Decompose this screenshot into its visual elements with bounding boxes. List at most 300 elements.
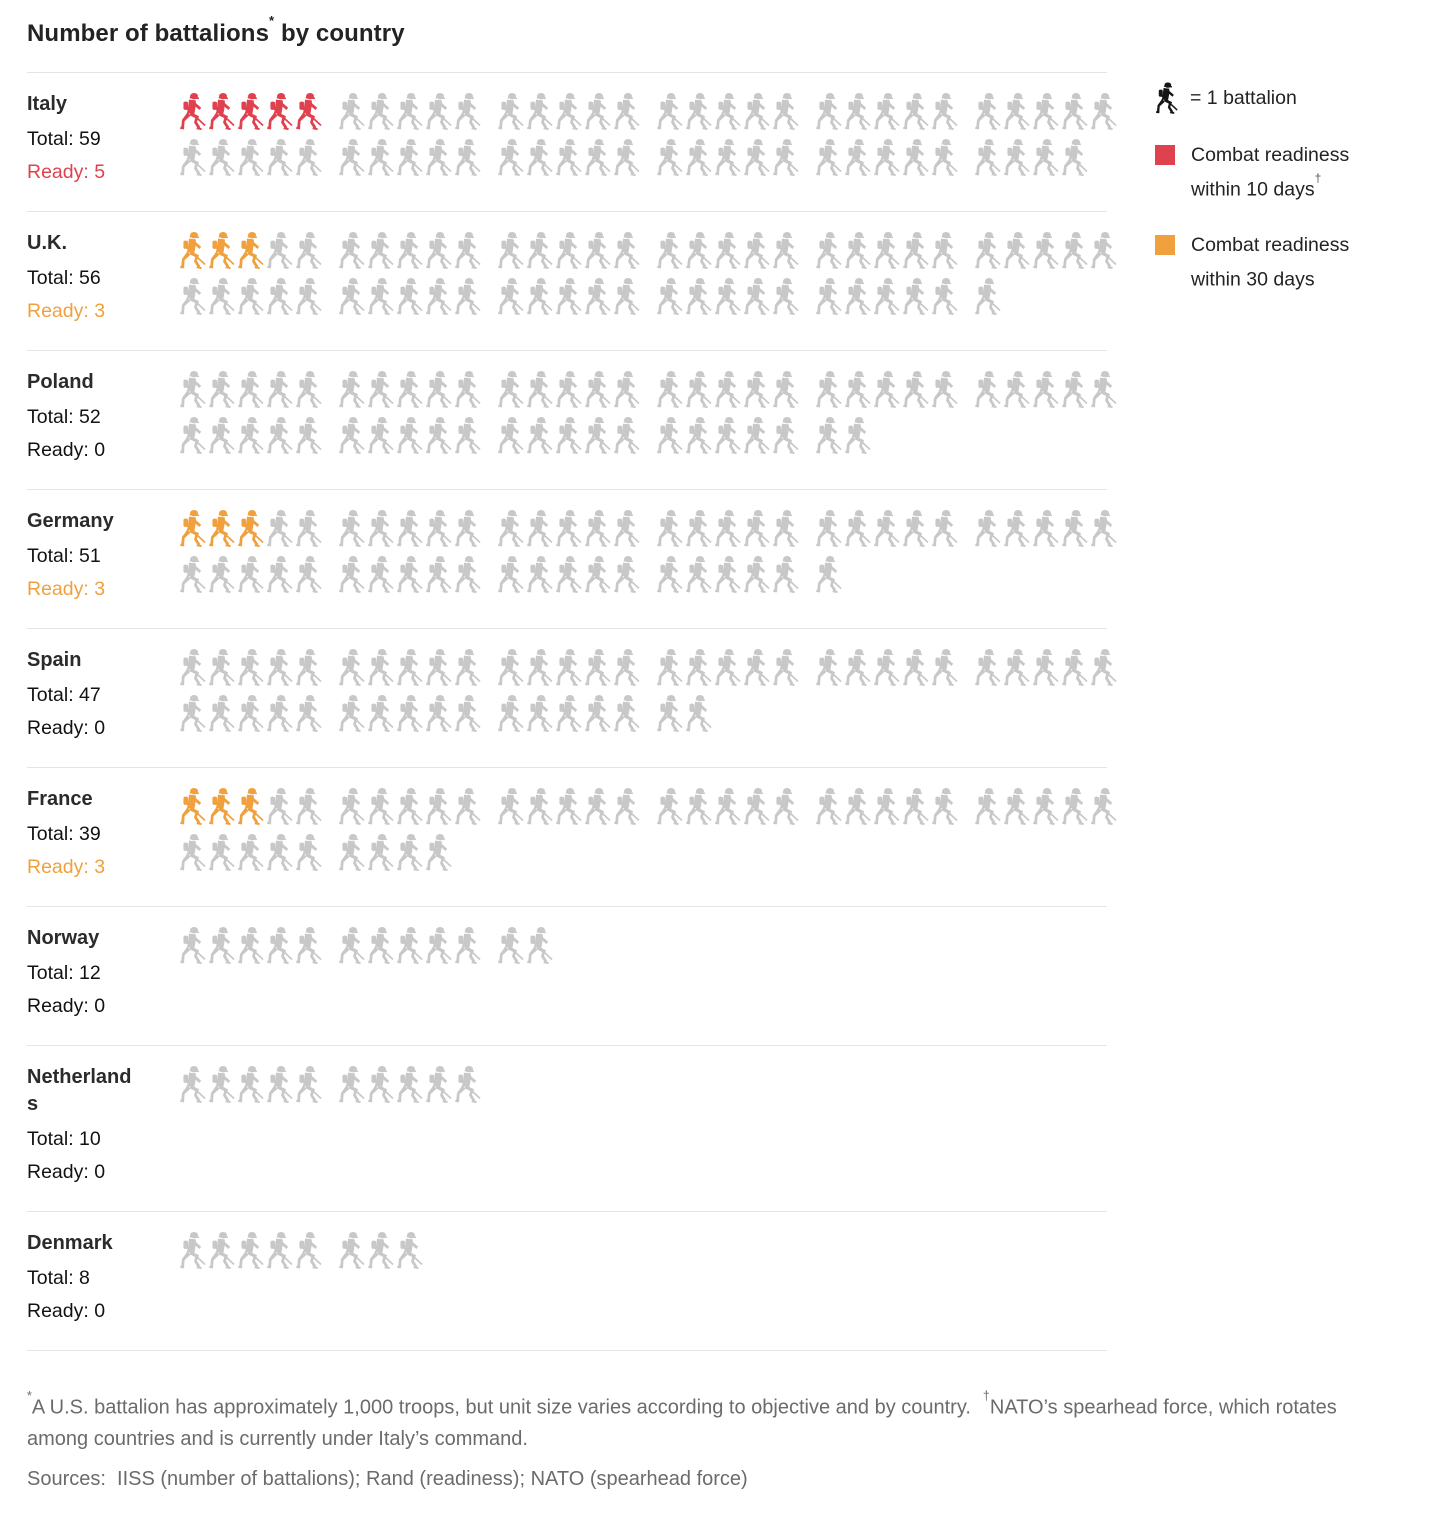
- battalion-icon: [526, 138, 553, 178]
- battalion-icon: [844, 231, 871, 271]
- icon-group: [338, 694, 483, 734]
- icon-group: [497, 92, 642, 132]
- icon-group: [974, 509, 1119, 549]
- battalion-icon: [208, 92, 235, 132]
- battalion-icon: [656, 694, 683, 734]
- battalion-icon: [208, 648, 235, 688]
- battalion-icon: [815, 138, 842, 178]
- battalion-icon: [497, 694, 524, 734]
- battalion-icon: [396, 555, 423, 595]
- icon-group: [338, 1231, 425, 1271]
- battalion-icon: [1090, 509, 1117, 549]
- battalion-icon: [902, 370, 929, 410]
- battalion-icon: [931, 370, 958, 410]
- battalion-icon: [295, 509, 322, 549]
- battalion-icon: [179, 231, 206, 271]
- battalion-icon: [714, 648, 741, 688]
- battalion-icon: [179, 555, 206, 595]
- icon-group: [656, 92, 801, 132]
- battalion-icon: [497, 370, 524, 410]
- battalion-icon: [772, 787, 799, 827]
- icon-group: [338, 926, 483, 966]
- country-total: Total: 59: [27, 128, 101, 150]
- battalion-icon: [396, 1231, 423, 1271]
- battalion-icon: [714, 231, 741, 271]
- battalion-icon: [555, 416, 582, 456]
- battalion-icon: [179, 833, 206, 873]
- battalion-icon: [714, 509, 741, 549]
- icon-group: [974, 370, 1119, 410]
- battalion-icon: [338, 370, 365, 410]
- battalion-icon: [526, 509, 553, 549]
- battalion-icon: [772, 370, 799, 410]
- battalion-icon: [714, 787, 741, 827]
- icon-group: [497, 416, 642, 456]
- battalion-icon: [208, 416, 235, 456]
- battalion-icon: [295, 138, 322, 178]
- battalion-icon: [584, 138, 611, 178]
- battalion-icon: [873, 370, 900, 410]
- country-label: [27, 369, 179, 467]
- battalion-icon: [844, 370, 871, 410]
- battalion-icon: [743, 416, 770, 456]
- battalion-icon: [844, 92, 871, 132]
- battalion-icon: [1061, 231, 1088, 271]
- country-name: Poland: [27, 371, 94, 393]
- battalion-icon: [497, 509, 524, 549]
- battalion-icon: [526, 92, 553, 132]
- battalion-icon: [743, 370, 770, 410]
- battalion-icon: [237, 1231, 264, 1271]
- icon-group: [815, 277, 960, 317]
- soldier-icon: [1155, 82, 1178, 115]
- battalion-icon: [1090, 787, 1117, 827]
- battalion-icon: [844, 138, 871, 178]
- battalion-icon: [902, 787, 929, 827]
- battalion-icon: [208, 277, 235, 317]
- footnote-dagger: †: [982, 1389, 990, 1403]
- battalion-icon: [714, 370, 741, 410]
- battalion-icon: [497, 555, 524, 595]
- battalion-icon: [584, 370, 611, 410]
- icon-group: [815, 370, 960, 410]
- battalion-icon: [237, 555, 264, 595]
- battalion-icon: [931, 277, 958, 317]
- icon-group: [656, 648, 801, 688]
- battalion-icon: [208, 231, 235, 271]
- battalion-icon: [497, 277, 524, 317]
- battalion-icon: [931, 92, 958, 132]
- battalion-icon: [656, 370, 683, 410]
- country-label: [27, 647, 179, 745]
- icon-grid: [179, 925, 1107, 1023]
- battalion-icon: [685, 370, 712, 410]
- battalion-icon: [295, 1065, 322, 1105]
- battalion-icon: [1003, 370, 1030, 410]
- battalion-icon: [237, 509, 264, 549]
- icon-group: [338, 92, 483, 132]
- battalion-icon: [497, 648, 524, 688]
- battalion-icon: [1061, 92, 1088, 132]
- battalion-icon: [338, 416, 365, 456]
- battalion-icon: [1061, 787, 1088, 827]
- battalion-icon: [685, 787, 712, 827]
- battalion-icon: [338, 833, 365, 873]
- battalion-icon: [295, 787, 322, 827]
- battalion-icon: [873, 787, 900, 827]
- battalion-icon: [237, 138, 264, 178]
- battalion-icon: [844, 648, 871, 688]
- battalion-icon: [1090, 648, 1117, 688]
- icon-group: [815, 138, 960, 178]
- country-total: Total: 51: [27, 545, 101, 567]
- battalion-icon: [1003, 138, 1030, 178]
- battalion-icon: [425, 694, 452, 734]
- icon-group: [179, 833, 324, 873]
- icon-group: [179, 555, 324, 595]
- battalion-icon: [526, 231, 553, 271]
- legend-label-10-days: Combat readiness within 10 days†: [1191, 144, 1350, 201]
- battalion-icon: [584, 787, 611, 827]
- battalion-icon: [584, 231, 611, 271]
- battalion-icon: [367, 787, 394, 827]
- battalion-icon: [931, 138, 958, 178]
- battalion-icon: [208, 787, 235, 827]
- country-ready: Ready: 0: [27, 439, 106, 461]
- footnote-asterisk: *: [27, 1389, 32, 1403]
- icon-grid: [179, 1230, 1107, 1328]
- battalion-icon: [367, 138, 394, 178]
- battalion-icon: [1090, 231, 1117, 271]
- battalion-icon: [685, 277, 712, 317]
- footnote-text-spearhead: NATO’s spearhead force, which rotates among countries and is currently under Italy’s command.: [27, 1396, 1337, 1450]
- footer: [27, 1351, 1417, 1491]
- battalion-icon: [844, 787, 871, 827]
- battalion-icon: [454, 231, 481, 271]
- country-ready: Ready: 3: [27, 578, 106, 600]
- battalion-icon: [815, 231, 842, 271]
- battalion-icon: [396, 92, 423, 132]
- battalion-icon: [656, 555, 683, 595]
- icon-group: [656, 138, 801, 178]
- battalion-icon: [772, 277, 799, 317]
- icon-group: [974, 138, 1090, 178]
- battalion-icon: [367, 926, 394, 966]
- battalion-icon: [497, 138, 524, 178]
- battalion-icon: [266, 648, 293, 688]
- battalion-icon: [367, 92, 394, 132]
- battalion-icon: [815, 555, 842, 595]
- battalion-icon: [931, 648, 958, 688]
- battalion-icon: [266, 555, 293, 595]
- battalion-icon: [338, 648, 365, 688]
- country-row-poland: [27, 350, 1107, 489]
- icon-group: [338, 833, 454, 873]
- battalion-icon: [454, 787, 481, 827]
- country-row-germany: [27, 489, 1107, 628]
- icon-group: [815, 787, 960, 827]
- battalion-icon: [613, 370, 640, 410]
- battalion-icon: [714, 416, 741, 456]
- battalion-icon: [656, 231, 683, 271]
- icon-group: [179, 231, 324, 271]
- country-ready: Ready: 0: [27, 995, 106, 1017]
- battalion-icon: [338, 138, 365, 178]
- icon-group: [179, 370, 324, 410]
- battalion-icon: [1061, 138, 1088, 178]
- battalion-icon: [396, 1065, 423, 1105]
- icon-group: [815, 509, 960, 549]
- battalion-icon: [743, 555, 770, 595]
- battalion-icon: [425, 138, 452, 178]
- battalion-icon: [873, 92, 900, 132]
- battalion-icon: [685, 416, 712, 456]
- battalion-icon: [743, 648, 770, 688]
- icon-group: [656, 231, 801, 271]
- battalion-icon: [295, 92, 322, 132]
- country-total: Total: 12: [27, 962, 101, 984]
- battalion-icon: [1032, 787, 1059, 827]
- icon-group: [179, 416, 324, 456]
- battalion-icon: [613, 787, 640, 827]
- battalion-icon: [208, 138, 235, 178]
- icon-grid: [179, 230, 1133, 328]
- battalion-icon: [526, 694, 553, 734]
- icon-group: [974, 92, 1119, 132]
- battalion-icon: [179, 1065, 206, 1105]
- battalion-icon: [208, 694, 235, 734]
- icon-grid: [179, 369, 1133, 467]
- battalion-icon: [208, 1231, 235, 1271]
- battalion-icon: [1032, 370, 1059, 410]
- battalion-icon: [873, 277, 900, 317]
- country-name: U.K.: [27, 232, 67, 254]
- icon-group: [974, 648, 1119, 688]
- icon-group: [974, 787, 1119, 827]
- battalion-icon: [338, 277, 365, 317]
- battalion-icon: [497, 926, 524, 966]
- country-row-italy: [27, 72, 1107, 211]
- battalion-icon: [208, 1065, 235, 1105]
- battalion-icon: [454, 1065, 481, 1105]
- icon-grid: [179, 1064, 1107, 1189]
- battalion-icon: [367, 694, 394, 734]
- battalion-icon: [613, 648, 640, 688]
- battalion-icon: [526, 648, 553, 688]
- battalion-icon: [815, 277, 842, 317]
- battalion-icon: [844, 509, 871, 549]
- country-ready: Ready: 5: [27, 161, 106, 183]
- battalion-icon: [454, 648, 481, 688]
- battalion-icon: [338, 92, 365, 132]
- battalion-icon: [902, 92, 929, 132]
- battalion-icon: [266, 694, 293, 734]
- battalion-icon: [1090, 92, 1117, 132]
- icon-group: [338, 138, 483, 178]
- battalion-icon: [367, 416, 394, 456]
- icon-group: [497, 231, 642, 271]
- icon-group: [815, 92, 960, 132]
- icon-group: [497, 138, 642, 178]
- country-label: [27, 925, 179, 1023]
- chart-title: [27, 13, 1438, 48]
- battalion-icon: [714, 277, 741, 317]
- country-label: [27, 230, 179, 328]
- battalion-icon: [902, 138, 929, 178]
- battalion-icon: [555, 231, 582, 271]
- battalion-icon: [931, 509, 958, 549]
- battalion-icon: [555, 277, 582, 317]
- battalion-icon: [425, 370, 452, 410]
- battalion-icon: [425, 926, 452, 966]
- legend-label-30-days: Combat readiness within 30 days: [1191, 233, 1350, 290]
- battalion-icon: [815, 787, 842, 827]
- battalion-icon: [974, 231, 1001, 271]
- battalion-icon: [1032, 92, 1059, 132]
- icon-group: [497, 694, 642, 734]
- battalion-icon: [338, 1065, 365, 1105]
- battalion-icon: [295, 833, 322, 873]
- battalion-icon: [266, 1231, 293, 1271]
- icon-grid: [179, 91, 1133, 189]
- battalion-icon: [743, 138, 770, 178]
- battalion-icon: [974, 277, 1001, 317]
- battalion-icon: [873, 648, 900, 688]
- battalion-icon: [714, 555, 741, 595]
- battalion-icon: [526, 926, 553, 966]
- icon-grid: [179, 786, 1133, 884]
- battalion-icon: [772, 92, 799, 132]
- battalion-icon: [237, 92, 264, 132]
- battalion-icon: [208, 555, 235, 595]
- battalion-icon: [179, 92, 206, 132]
- battalion-icon: [1003, 509, 1030, 549]
- battalion-icon: [367, 509, 394, 549]
- battalion-icon: [815, 416, 842, 456]
- battalion-icon: [454, 509, 481, 549]
- battalion-icon: [425, 833, 452, 873]
- chart-title-text: Number of battalions: [27, 20, 270, 47]
- footnote-text-battalion: A U.S. battalion has approximately 1,000 troops, but unit size varies according to objective and by country.: [31, 1396, 971, 1419]
- battalion-icon: [367, 1231, 394, 1271]
- battalion-icon: [526, 370, 553, 410]
- icon-group: [656, 370, 801, 410]
- battalion-icon: [208, 370, 235, 410]
- country-ready: Ready: 3: [27, 856, 106, 878]
- icon-group: [656, 277, 801, 317]
- battalion-icon: [425, 648, 452, 688]
- battalion-icon: [295, 416, 322, 456]
- battalion-icon: [396, 416, 423, 456]
- battalion-icon: [1061, 648, 1088, 688]
- battalion-icon: [338, 787, 365, 827]
- battalion-icon: [367, 555, 394, 595]
- battalion-icon: [613, 231, 640, 271]
- battalion-icon: [425, 92, 452, 132]
- battalion-icon: [974, 648, 1001, 688]
- battalion-icon: [266, 138, 293, 178]
- battalion-icon: [454, 555, 481, 595]
- battalion-icon: [367, 648, 394, 688]
- battalion-icon: [685, 555, 712, 595]
- icon-grid: [179, 647, 1133, 745]
- icon-group: [815, 648, 960, 688]
- battalion-icon: [367, 833, 394, 873]
- icon-group: [656, 694, 714, 734]
- battalion-icon: [526, 787, 553, 827]
- battalion-icon: [815, 648, 842, 688]
- country-name: Norway: [27, 927, 100, 949]
- battalion-icon: [584, 277, 611, 317]
- battalion-icon: [237, 1065, 264, 1105]
- battalion-icon: [613, 92, 640, 132]
- battalion-icon: [555, 92, 582, 132]
- battalion-icon: [266, 1065, 293, 1105]
- battalion-icon: [237, 370, 264, 410]
- battalion-icon: [526, 416, 553, 456]
- battalion-icon: [179, 509, 206, 549]
- country-name: Germany: [27, 510, 114, 532]
- battalion-icon: [555, 509, 582, 549]
- country-ready: Ready: 0: [27, 717, 106, 739]
- battalion-icon: [179, 416, 206, 456]
- battalion-icon: [295, 231, 322, 271]
- battalion-icon: [526, 277, 553, 317]
- battalion-icon: [338, 694, 365, 734]
- battalion-icon: [974, 138, 1001, 178]
- country-total: Total: 47: [27, 684, 101, 706]
- battalion-icon: [266, 231, 293, 271]
- battalion-icon: [815, 92, 842, 132]
- battalion-icon: [1003, 648, 1030, 688]
- icon-group: [656, 787, 801, 827]
- battalion-icon: [179, 648, 206, 688]
- icon-group: [338, 1065, 483, 1105]
- country-row-france: [27, 767, 1107, 906]
- battalion-icon: [743, 787, 770, 827]
- battalion-icon: [266, 509, 293, 549]
- country-label: [27, 1064, 179, 1189]
- battalion-icon: [295, 648, 322, 688]
- battalion-icon: [974, 370, 1001, 410]
- battalion-icon: [396, 370, 423, 410]
- battalion-icon: [454, 926, 481, 966]
- battalion-icon: [396, 787, 423, 827]
- battalion-icon: [367, 231, 394, 271]
- legend-item-30-days: [1155, 231, 1438, 295]
- battalion-icon: [1003, 787, 1030, 827]
- battalion-icon: [396, 231, 423, 271]
- battalion-icon: [266, 92, 293, 132]
- battalion-icon: [873, 509, 900, 549]
- battalion-icon: [613, 138, 640, 178]
- country-total: Total: 56: [27, 267, 101, 289]
- pictogram-chart: [27, 72, 1107, 1351]
- battalion-icon: [584, 92, 611, 132]
- icon-group: [179, 1231, 324, 1271]
- battalion-icon: [396, 833, 423, 873]
- battalion-icon: [454, 416, 481, 456]
- battalion-icon: [902, 231, 929, 271]
- battalion-icon: [815, 370, 842, 410]
- orange-swatch-icon: [1155, 235, 1175, 255]
- icon-group: [974, 231, 1119, 271]
- battalion-icon: [179, 1231, 206, 1271]
- dagger-mark: †: [1314, 171, 1322, 185]
- battalion-icon: [584, 416, 611, 456]
- country-ready: Ready: 0: [27, 1300, 106, 1322]
- battalion-icon: [714, 92, 741, 132]
